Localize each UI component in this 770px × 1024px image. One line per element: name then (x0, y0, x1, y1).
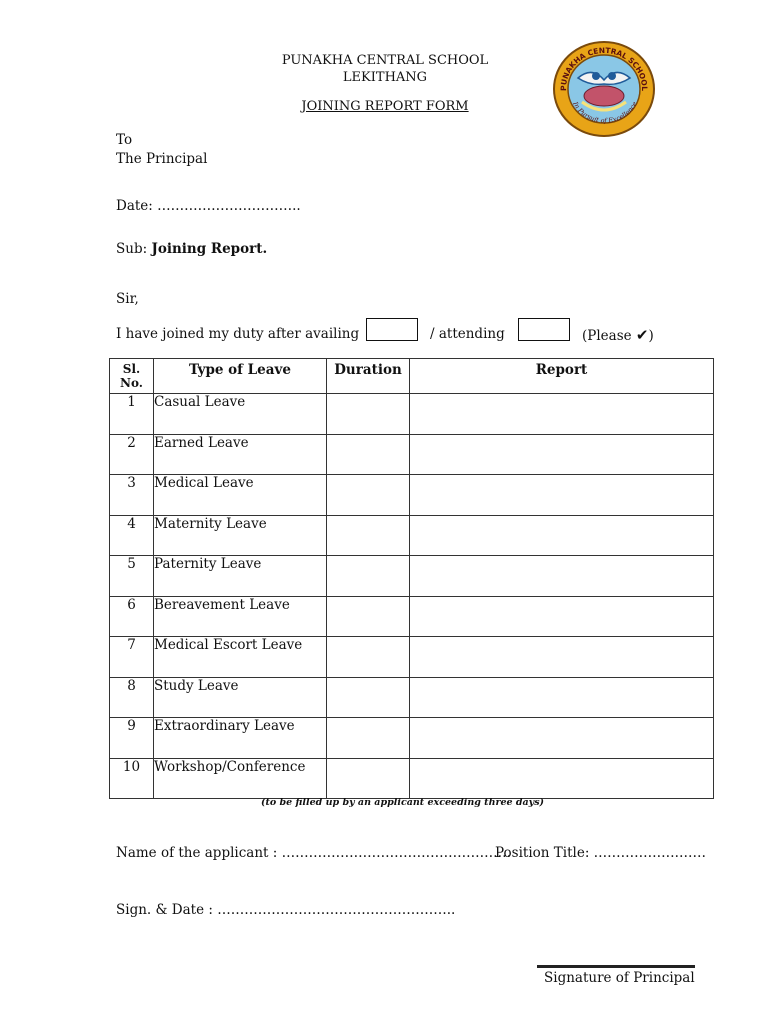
date-label: Date: (116, 198, 153, 214)
table-header-row (110, 359, 714, 394)
report-cell[interactable] (410, 515, 714, 556)
type-of-leave-header: Type of Leave (154, 359, 327, 394)
table-row (110, 394, 714, 435)
report-cell[interactable] (410, 394, 714, 435)
applicant-name-label: Name of the applicant : (116, 845, 278, 861)
duration-cell[interactable] (327, 718, 410, 759)
sl-cell: 3 (110, 475, 154, 516)
sl-cell: 8 (110, 677, 154, 718)
table-row (110, 475, 714, 516)
table-note: (to be filled up by an applicant exceeding three days) (260, 797, 545, 808)
duration-cell[interactable] (327, 434, 410, 475)
please-tick-note (582, 326, 654, 344)
report-cell[interactable] (410, 637, 714, 678)
report-cell[interactable] (410, 758, 714, 799)
school-logo-emblem-icon (552, 40, 656, 138)
report-cell[interactable] (410, 434, 714, 475)
sl-cell: 2 (110, 434, 154, 475)
table-row (110, 596, 714, 637)
applicant-name-field[interactable]: …………………………………………… (281, 845, 512, 861)
sign-date-label: Sign. & Date : (116, 902, 213, 918)
sign-date-field[interactable]: …………………………………………….. (217, 902, 456, 918)
availing-checkbox[interactable] (366, 318, 418, 341)
address-recipient: The Principal (116, 151, 208, 167)
duration-cell[interactable] (327, 515, 410, 556)
position-title-field[interactable]: ……………….…… (593, 845, 706, 861)
applicant-name-line (116, 845, 511, 861)
leave-type-cell: Paternity Leave (154, 556, 327, 597)
duration-cell[interactable] (327, 637, 410, 678)
subject-line (116, 241, 267, 257)
leave-type-cell: Study Leave (154, 677, 327, 718)
table-row (110, 556, 714, 597)
table-row (110, 515, 714, 556)
attending-checkbox[interactable] (518, 318, 570, 341)
principal-signature-label: Signature of Principal (544, 970, 695, 986)
form-title: JOINING REPORT FORM (301, 99, 469, 114)
duration-cell[interactable] (327, 677, 410, 718)
leave-type-cell: Maternity Leave (154, 515, 327, 556)
leave-type-cell: Extraordinary Leave (154, 718, 327, 759)
sl-cell: 5 (110, 556, 154, 597)
report-cell[interactable] (410, 475, 714, 516)
leave-table (109, 358, 714, 799)
report-header: Report (410, 359, 714, 394)
sl-cell: 6 (110, 596, 154, 637)
leave-type-cell: Medical Escort Leave (154, 637, 327, 678)
table-row (110, 434, 714, 475)
report-cell[interactable] (410, 556, 714, 597)
please-close: ) (648, 328, 654, 344)
duration-cell[interactable] (327, 394, 410, 435)
table-row (110, 637, 714, 678)
date-line (116, 198, 301, 214)
sl-cell: 9 (110, 718, 154, 759)
duration-cell[interactable] (327, 596, 410, 637)
school-name: PUNAKHA CENTRAL SCHOOL (281, 53, 489, 68)
subject-label: Sub: (116, 241, 148, 257)
leave-type-cell: Workshop/Conference (154, 758, 327, 799)
sign-date-line (116, 902, 455, 918)
leave-type-cell: Casual Leave (154, 394, 327, 435)
address-to: To (116, 132, 133, 148)
statement-text: I have joined my duty after availing (116, 326, 360, 342)
leave-type-cell: Medical Leave (154, 475, 327, 516)
table-row (110, 718, 714, 759)
position-title-label: Position Title: (495, 845, 590, 861)
duration-cell[interactable] (327, 475, 410, 516)
sl-cell: 4 (110, 515, 154, 556)
leave-type-cell: Bereavement Leave (154, 596, 327, 637)
table-row (110, 758, 714, 799)
report-cell[interactable] (410, 596, 714, 637)
sl-cell: 10 (110, 758, 154, 799)
svg-text:In Pursuit of Excellence: In Pursuit of Excellence (571, 100, 639, 125)
subject-text: Joining Report. (151, 241, 268, 257)
school-location: LEKITHANG (342, 70, 428, 85)
table-row (110, 677, 714, 718)
svg-text:PUNAKHA CENTRAL SCHOOL: PUNAKHA CENTRAL SCHOOL (558, 45, 650, 92)
sl-cell: 7 (110, 637, 154, 678)
duration-cell[interactable] (327, 758, 410, 799)
duration-header: Duration (327, 359, 410, 394)
sl-cell: 1 (110, 394, 154, 435)
report-cell[interactable] (410, 677, 714, 718)
leave-type-cell: Earned Leave (154, 434, 327, 475)
please-label: (Please (582, 328, 632, 344)
attending-label: / attending (430, 326, 505, 342)
report-cell[interactable] (410, 718, 714, 759)
checkmark-icon: ✔ (635, 326, 649, 344)
position-title-line (495, 845, 706, 861)
duration-cell[interactable] (327, 556, 410, 597)
date-field[interactable]: ………………………….. (157, 198, 301, 214)
signature-line (537, 965, 695, 968)
school-logo (552, 40, 656, 138)
salutation: Sir, (116, 291, 139, 307)
sl-no-header: Sl. No. (110, 359, 154, 394)
